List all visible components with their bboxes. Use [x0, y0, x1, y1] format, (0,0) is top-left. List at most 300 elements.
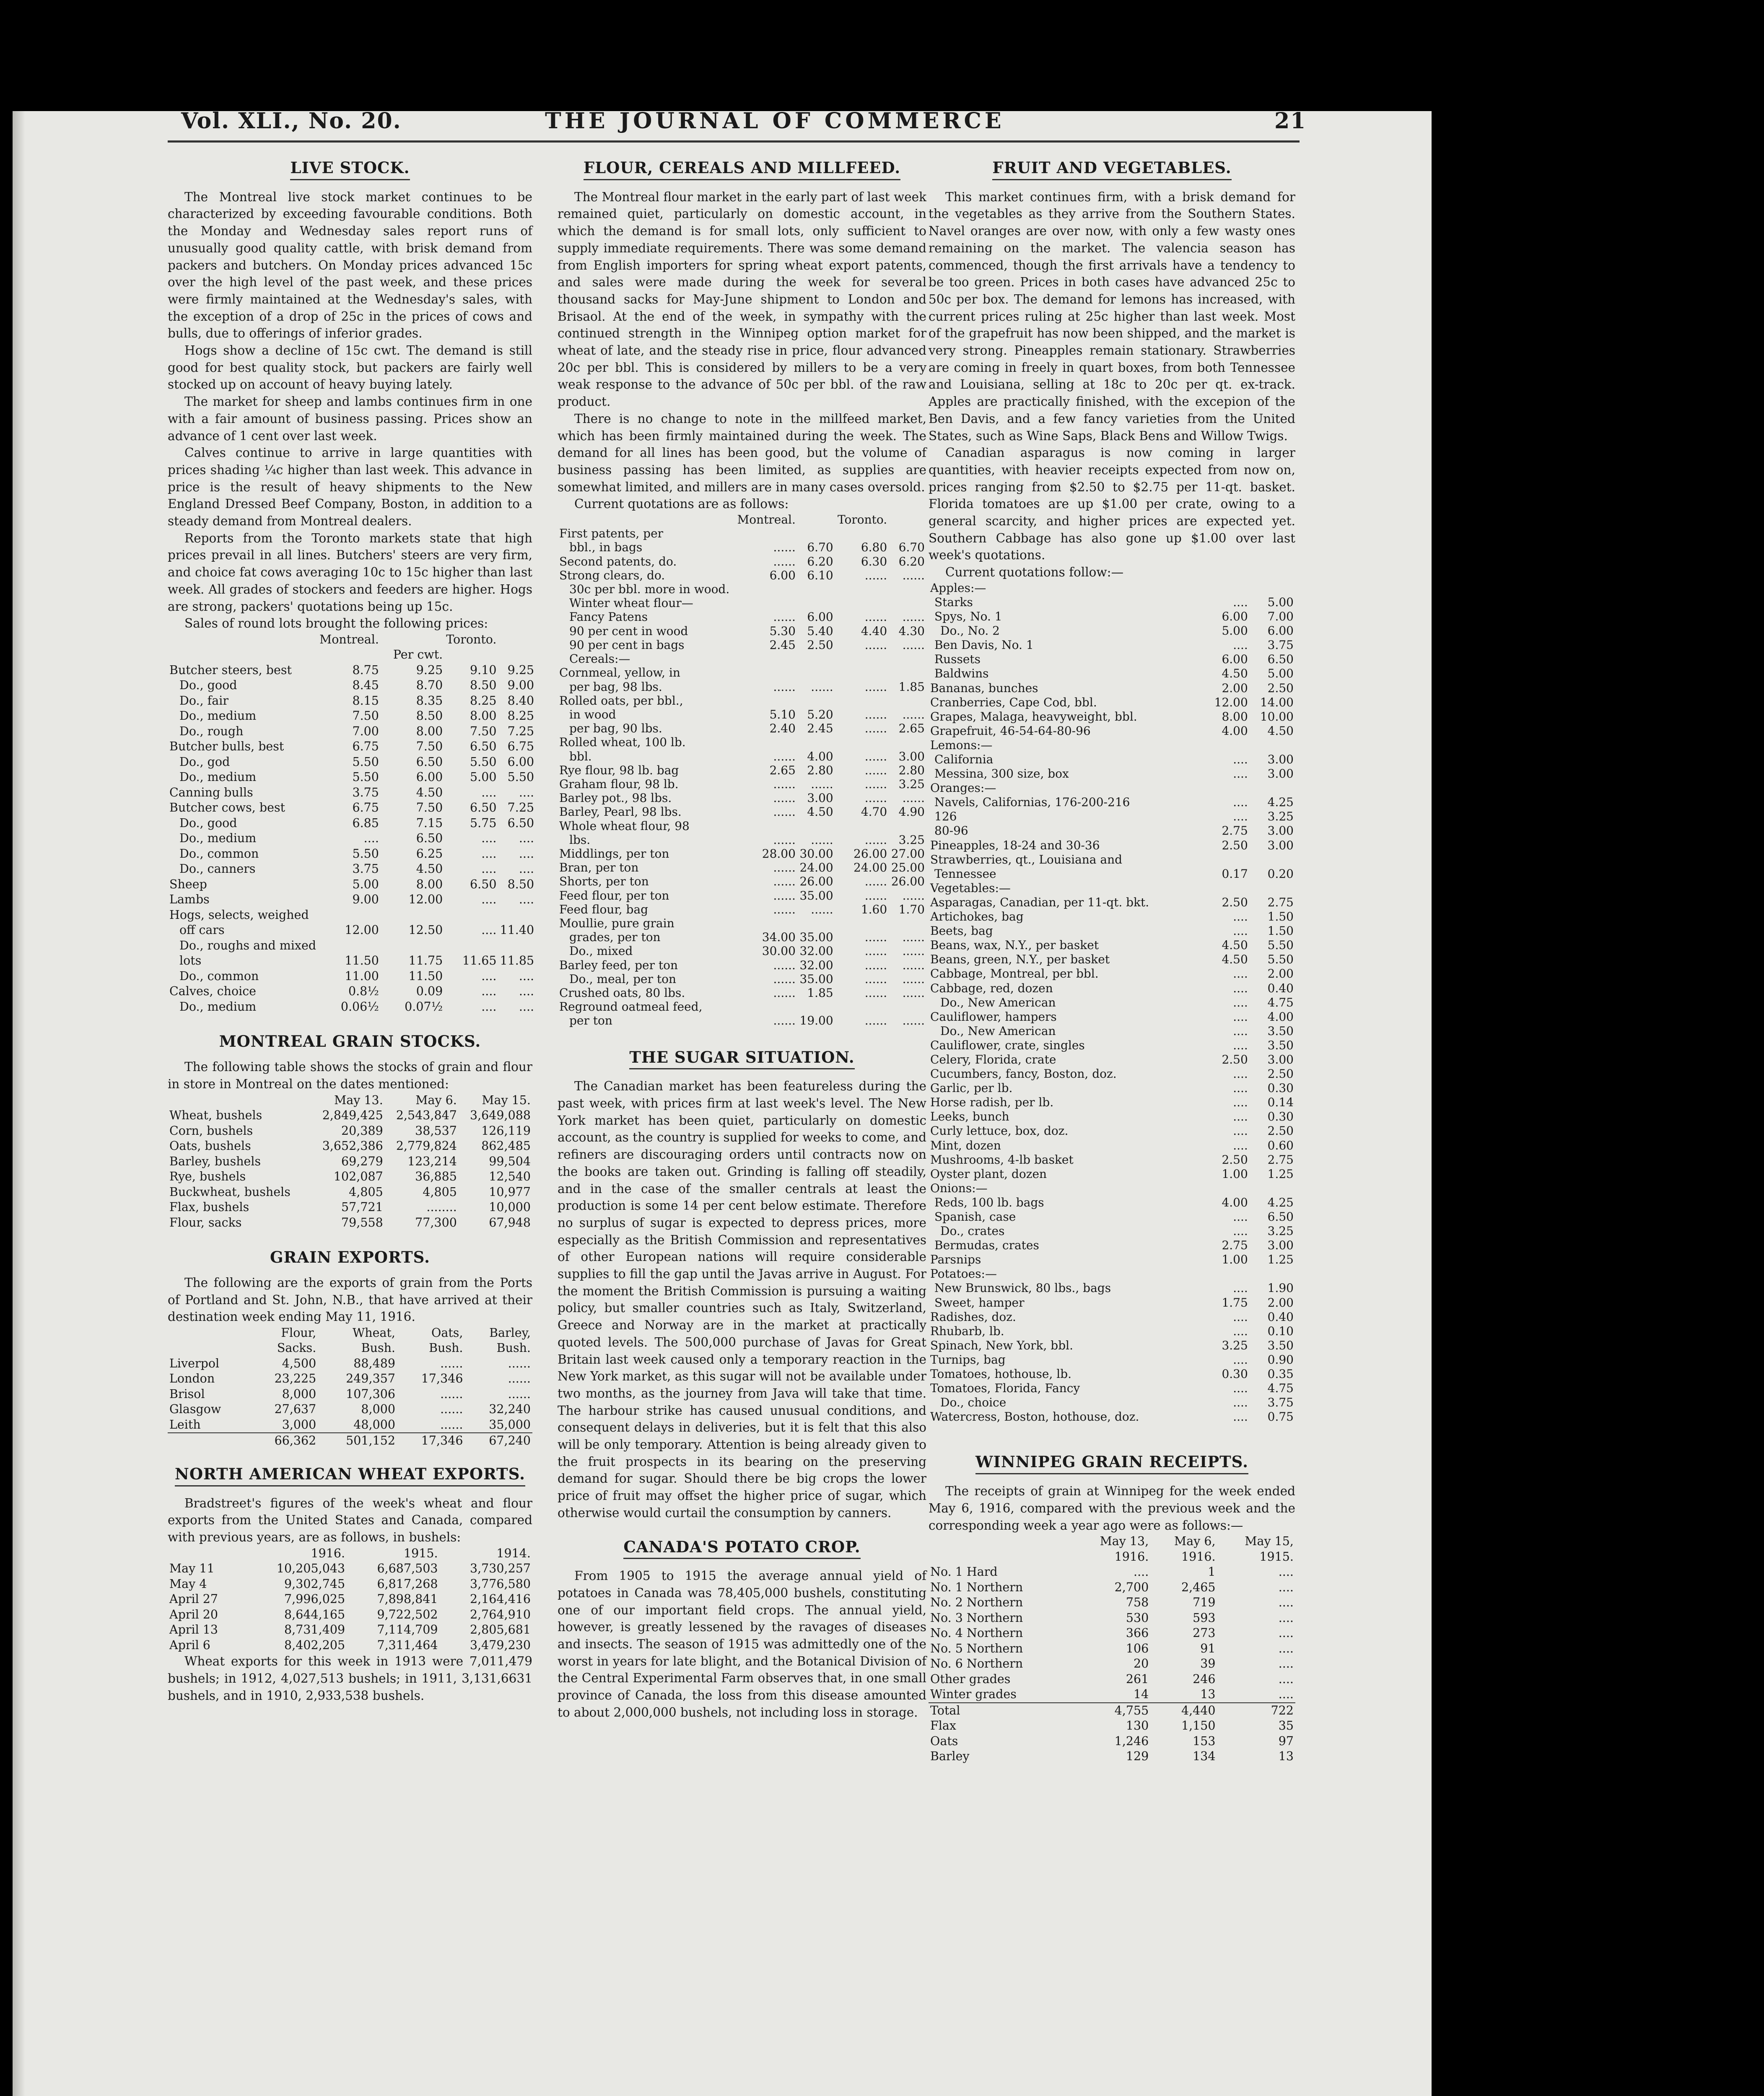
cell-value: 0.09	[416, 984, 443, 999]
cell-value: ....	[1233, 995, 1248, 1009]
cell-value: ......	[864, 833, 887, 847]
row-label: Strawberries, qt., Louisiana and	[930, 852, 1123, 866]
row-label: Butcher cows, best	[169, 801, 285, 815]
cell-value	[889, 582, 926, 596]
row-label: No. 3 Northern	[930, 1611, 1023, 1625]
cell-value: 19.00	[799, 1014, 833, 1028]
cell-value: 4.00	[1222, 1195, 1248, 1209]
column-header	[381, 632, 444, 648]
table-row	[929, 910, 1295, 924]
table-row	[558, 805, 926, 819]
cell-value: 3.00	[1267, 767, 1294, 781]
row-label: Do., common	[179, 846, 259, 861]
cell-value: ....	[481, 785, 497, 799]
journal-title: THE JOURNAL OF COMMERCE	[545, 108, 1005, 134]
row-label: Apples:—	[930, 581, 986, 595]
cell-value: ....	[481, 984, 497, 999]
cell-value: ....	[1278, 1565, 1294, 1579]
row-label: Russets	[934, 652, 981, 667]
table-row	[558, 944, 926, 958]
row-label: Artichokes, bag	[930, 910, 1024, 924]
cell-value: 130	[1126, 1719, 1149, 1733]
row-label: Do., crates	[940, 1224, 1005, 1238]
row-label: Winter wheat flour—	[569, 596, 693, 610]
cell-value: 12,540	[489, 1170, 531, 1184]
cell-value	[1250, 781, 1295, 795]
cell-value: ......	[864, 958, 887, 972]
cell-value	[734, 596, 797, 610]
table-row	[168, 1356, 532, 1372]
cell-value: 57,721	[341, 1200, 383, 1214]
cell-value: 26.00	[853, 846, 887, 861]
table-row	[168, 984, 536, 999]
cell-value: 0.17	[1222, 866, 1248, 881]
table-row	[558, 610, 926, 624]
cell-value: ....	[1278, 1687, 1294, 1702]
cell-value	[835, 735, 889, 749]
cell-value: 6.20	[898, 554, 925, 568]
section-title: MONTREAL GRAIN STOCKS.	[219, 1032, 481, 1051]
cell-value: 6.75	[352, 739, 379, 754]
cell-value: 4,805	[349, 1185, 383, 1199]
cell-value: 8.50	[416, 709, 443, 723]
table-row	[168, 861, 536, 877]
column-header	[558, 513, 734, 527]
header-rule	[168, 140, 1300, 143]
cell-value: 2,764,910	[470, 1607, 531, 1621]
cell-value: 3.75	[352, 862, 379, 876]
cell-value	[889, 596, 926, 610]
row-label: May 4	[169, 1577, 207, 1591]
cell-value: 249,357	[346, 1372, 395, 1386]
cell-value: 3.25	[898, 833, 925, 847]
cell-value	[444, 908, 498, 923]
cell-value	[1204, 1267, 1250, 1281]
table-row	[168, 739, 536, 755]
column-header	[929, 1549, 1072, 1565]
row-label: Wheat, bushels	[169, 1108, 262, 1123]
table-row	[929, 881, 1295, 895]
cell-value: 3,649,088	[470, 1108, 531, 1123]
cell-value: 5.10	[769, 707, 796, 721]
cell-value: 7.50	[470, 724, 497, 738]
column-header: Barley,	[489, 1326, 531, 1340]
cell-value: 11.50	[408, 969, 443, 983]
row-label: Corn, bushels	[169, 1123, 253, 1138]
table-row	[168, 1108, 532, 1123]
cell-value: ....	[519, 999, 534, 1014]
cell-value: 2,164,416	[470, 1592, 531, 1606]
cell-value: 6.50	[470, 801, 497, 815]
table-row	[168, 678, 536, 693]
cell-value: 0.60	[1267, 1138, 1294, 1152]
cell-value: ......	[864, 972, 887, 986]
cell-value: ......	[902, 707, 925, 721]
section-title: WINNIPEG GRAIN RECEIPTS.	[929, 1453, 1295, 1474]
section-title: NORTH AMERICAN WHEAT EXPORTS.	[168, 1466, 532, 1486]
cell-value: 6.50	[1267, 652, 1294, 667]
paragraph: Canadian asparagus is now coming in larger quantities, with heavier receipts expected from now on, prices ranging from $2.50 to $2.75 per 11-qt. basket. Florida tomatoes are up $1.00 per crate, owing to a general scarcity, and higher prices are expected yet. Southern Cabbage has also gone up $1.00 over last week's quotations.	[929, 446, 1295, 563]
cell-value: 27.00	[891, 846, 925, 861]
table-row	[929, 595, 1295, 610]
cell-value: 5.50	[352, 755, 379, 769]
table-row	[929, 938, 1295, 952]
table-row	[168, 693, 536, 709]
table-row	[168, 1169, 532, 1185]
cell-value	[1250, 1267, 1295, 1281]
cell-value: 7.50	[352, 709, 379, 723]
cell-value	[1250, 738, 1295, 752]
table-row	[929, 681, 1295, 695]
cell-value: ......	[864, 777, 887, 791]
table-row	[168, 923, 536, 938]
row-label: New Brunswick, 80 lbs., bags	[934, 1281, 1111, 1295]
paragraph: Hogs show a decline of 15c cwt. The demand is still good for best quality stock, but packers are fairly well stocked up on account of heavy buying lately.	[168, 343, 532, 392]
table-row	[168, 1139, 532, 1154]
cell-value: 3,652,386	[322, 1139, 383, 1153]
paragraph: Current quotations follow:—	[945, 565, 1124, 580]
table-row	[929, 1067, 1295, 1081]
row-label: Oyster plant, dozen	[930, 1167, 1047, 1181]
row-label: Do., fair	[179, 693, 228, 708]
cell-value: 719	[1193, 1595, 1216, 1610]
table-row	[168, 999, 536, 1015]
row-label: per bag, 90 lbs.	[569, 721, 662, 736]
cell-value: 246	[1193, 1672, 1216, 1686]
cell-value: 2.75	[1267, 1152, 1294, 1167]
cell-value: 6.30	[861, 554, 887, 568]
row-label: Canning bulls	[169, 785, 253, 799]
column-header: May 13.	[334, 1093, 383, 1107]
row-label: Do., New American	[940, 1024, 1056, 1038]
cell-value: 8.25	[507, 709, 534, 723]
cell-value: 8,000	[361, 1402, 395, 1416]
paragraph: Reports from the Toronto markets state that high prices prevail in all lines. Butchers' steers are very firm, and choice fat cows averaging 10c to 15c higher than last week. All grades of stockers and feeders are higher. Hogs are strong, packers' quotations being up 15c.	[168, 531, 532, 614]
cell-value: ....	[1134, 1565, 1149, 1579]
table-row	[558, 735, 926, 749]
cell-value: ......	[773, 986, 796, 1000]
cell-value: 79,558	[341, 1215, 383, 1230]
paragraph: Calves continue to arrive in large quantities with prices shading ¼c higher than last week. This advance in price is the result of heavy shipments to the New England Dressed Beef Company, Boston, in addition to a steady demand from Montreal dealers.	[168, 446, 532, 529]
cell-value: 6.00	[807, 610, 833, 624]
cell-value: 8.35	[416, 693, 443, 708]
row-label: Messina, 300 size, box	[934, 767, 1069, 781]
table-row	[929, 695, 1295, 710]
cell-value	[381, 938, 444, 954]
cell-value	[1204, 853, 1250, 867]
cell-value	[1204, 581, 1250, 595]
cell-value	[1204, 781, 1250, 795]
table-row	[168, 1123, 532, 1139]
row-label: No. 4 Northern	[930, 1626, 1023, 1640]
cell-value: ....	[1233, 1381, 1248, 1396]
flour-table	[558, 513, 926, 1028]
cell-value: 123,214	[407, 1154, 457, 1168]
table-row	[929, 1224, 1295, 1238]
cell-value: 4.00	[1222, 724, 1248, 738]
cell-value: 5.50	[507, 770, 534, 784]
row-label: Beans, wax, N.Y., per basket	[930, 938, 1099, 952]
cell-value: 2,465	[1181, 1580, 1216, 1594]
column-header: 1914.	[496, 1546, 531, 1560]
cell-value: ......	[773, 1014, 796, 1028]
cell-value: 2,849,425	[322, 1108, 383, 1123]
row-label: Buckwheat, bushels	[169, 1185, 291, 1199]
row-label: Do., choice	[940, 1396, 1007, 1410]
total-row	[168, 1433, 532, 1449]
cell-value: 2.50	[1222, 895, 1248, 909]
cell-value: 5.40	[807, 624, 833, 638]
cell-value: ......	[902, 1014, 925, 1028]
row-label: Hogs, selects, weighed	[169, 908, 309, 922]
table-row	[929, 1410, 1295, 1424]
row-label: Calves, choice	[169, 984, 257, 999]
sugar-text	[558, 1078, 926, 1521]
cell-value: 6.20	[807, 554, 833, 568]
cell-value: 593	[1193, 1611, 1216, 1625]
cell-value: 8.00	[470, 709, 497, 723]
paragraph: The Montreal live stock market continues to be characterized by exceeding favourable conditions. Both the Monday and Wednesday sales report runs of unusually good quality cattle, with brisk demand from packers and butchers. On Monday prices advanced 15c over the high level of the past week, and these prices were firmly maintained at the Wednesday's sales, with the exception of a drop of 25c in the prices of cows and bulls, due to offerings of inferior grades.	[168, 189, 532, 341]
cell-value: ....	[1233, 1124, 1248, 1138]
cell-value	[498, 938, 536, 954]
section-intro: The following are the exports of grain from the Ports of Portland and St. John, N.B., that have arrived at their destination week ending May 11, 1916.	[168, 1275, 532, 1324]
cell-value: ....	[1233, 981, 1248, 995]
potato-text	[558, 1567, 926, 1721]
cell-value: ....	[481, 862, 497, 876]
table-row	[558, 958, 926, 972]
column-left	[168, 151, 532, 1704]
cell-value: 7,898,841	[377, 1592, 438, 1606]
cell-value: ......	[508, 1372, 531, 1386]
table-row	[168, 1622, 532, 1638]
row-label: Spanish, case	[934, 1210, 1016, 1224]
table-row	[929, 1038, 1295, 1053]
row-label: Shorts, per ton	[559, 874, 649, 889]
table-row	[558, 582, 926, 596]
cell-value: 91	[1200, 1641, 1216, 1655]
row-label: per bag, 98 lbs.	[569, 680, 662, 694]
cell-value: 1.90	[1267, 1281, 1294, 1295]
cell-value: 11.75	[408, 954, 443, 968]
cell-value: 4.75	[1267, 1381, 1294, 1396]
column-header: 1916.	[1114, 1549, 1149, 1564]
cell-value: ....	[1233, 967, 1248, 981]
cell-value	[1250, 853, 1295, 867]
cell-value: 2.40	[769, 721, 796, 736]
cell-value: 3.25	[1222, 1338, 1248, 1352]
column-header: May 15.	[482, 1093, 531, 1107]
table-row	[558, 916, 926, 930]
cell-value: 3,730,257	[470, 1562, 531, 1576]
column-header: Montreal.	[737, 513, 796, 527]
cell-value: 39	[1200, 1657, 1216, 1671]
row-label: Do., god	[179, 755, 230, 769]
row-label: First patents, per	[559, 527, 664, 541]
cell-value: 5.50	[1267, 938, 1294, 952]
cell-value	[797, 694, 835, 708]
cell-value: 8.40	[507, 693, 534, 708]
cell-value: 1,150	[1181, 1719, 1216, 1733]
row-label: 30c per bbl. more in wood.	[569, 582, 730, 597]
cell-value	[797, 666, 835, 680]
cell-value: 3,479,230	[470, 1638, 531, 1652]
column-header	[168, 1326, 250, 1341]
cell-value: 3.50	[1267, 1338, 1294, 1352]
cell-value: ....	[1278, 1595, 1294, 1610]
cell-value: 7.15	[416, 816, 443, 830]
cell-value	[889, 527, 926, 540]
cell-value: ....	[481, 892, 497, 907]
row-label: Mint, dozen	[930, 1138, 1001, 1152]
table-row	[929, 1167, 1295, 1181]
cell-value: ......	[902, 944, 925, 958]
row-label: Sweet, hamper	[934, 1295, 1025, 1310]
cell-value: ....	[519, 969, 534, 983]
table-row	[929, 724, 1295, 738]
cell-value: 23,225	[274, 1372, 316, 1386]
table-header-row	[168, 632, 536, 648]
grain-stocks-table	[168, 1093, 532, 1231]
row-label: Celery, Florida, crate	[930, 1052, 1056, 1066]
table-row	[929, 795, 1295, 809]
cell-value: 8.15	[352, 693, 379, 708]
table-row	[558, 555, 926, 568]
column-header: 1916.	[311, 1546, 345, 1560]
cell-value: ......	[773, 972, 796, 986]
row-label: Other grades	[930, 1672, 1011, 1686]
cell-value: 5.00	[1222, 624, 1248, 638]
cell-value: 11.50	[345, 954, 379, 968]
row-label: Butcher bulls, best	[169, 739, 284, 754]
row-label: Barley pot., 98 lbs.	[559, 791, 672, 805]
cell-value: 6,817,268	[377, 1577, 438, 1591]
cell-value: 2.50	[1267, 681, 1294, 695]
cell-value	[318, 908, 381, 923]
cell-value: 7.50	[416, 739, 443, 754]
cell-value: ....	[519, 984, 534, 999]
cell-value: 5.75	[470, 816, 497, 830]
cell-value: 4,755	[1072, 1703, 1150, 1719]
cell-value: ....	[1278, 1580, 1294, 1594]
fruit-table	[929, 581, 1295, 1424]
table-row	[558, 680, 926, 694]
column-middle	[558, 151, 926, 1721]
row-label: Reds, 100 lb. bags	[934, 1195, 1044, 1209]
cell-value: ......	[773, 805, 796, 819]
table-row	[168, 785, 536, 801]
cell-value	[835, 819, 889, 833]
row-label: per ton	[569, 1014, 612, 1028]
cell-value	[835, 916, 889, 930]
total-value: 17,346	[397, 1433, 465, 1449]
flour-text	[558, 189, 926, 513]
row-label: bbl.	[569, 749, 592, 763]
table-row	[929, 1110, 1295, 1124]
paragraph: From 1905 to 1915 the average annual yield of potatoes in Canada was 78,405,000 bushels, constituting one of our important field crops. The annual yield, however, is greatly lessened by the ravages of diseases and insects. The season of 1915 was admittedly one of the worst in years for late blight, and the Botanical Division of the Central Experimental Farm observes that, in one small province of Canada, the loss from this disease amounted to about 2,000,000 bushels, not including loss in storage.	[558, 1569, 926, 1720]
cell-value: 32.00	[799, 958, 833, 972]
table-row	[168, 800, 536, 816]
cell-value: ......	[864, 721, 887, 736]
table-row	[929, 1749, 1295, 1764]
cell-value	[797, 652, 835, 666]
paragraph: There is no change to note in the millfeed market, which has been firmly maintained during the week. The demand for all lines has been good, but the volume of business passing has been limited, as supplies are somewhat limited, and millers are in many cases oversold.	[558, 411, 926, 494]
column-header	[168, 1546, 243, 1562]
cell-value: 4,500	[282, 1356, 316, 1370]
table-row	[168, 1638, 532, 1653]
cell-value: ....	[1233, 595, 1248, 609]
row-label: Watercress, Boston, hothouse, doz.	[930, 1410, 1139, 1424]
row-label: Cornmeal, yellow, in	[559, 666, 680, 680]
cell-value	[889, 1000, 926, 1014]
row-label: Vegetables:—	[930, 881, 1011, 895]
cell-value: 35.00	[799, 972, 833, 986]
cell-value: 0.75	[1267, 1410, 1294, 1424]
cell-value: 8,644,165	[284, 1607, 345, 1621]
cell-value: 2,543,847	[396, 1108, 457, 1123]
cell-value: 2,805,681	[470, 1623, 531, 1637]
table-row	[929, 1095, 1295, 1110]
row-label: No. 5 Northern	[930, 1641, 1023, 1655]
cell-value: 12.00	[408, 892, 443, 907]
cell-value: ....	[1233, 795, 1248, 809]
table-row	[929, 1611, 1295, 1626]
row-label: Navels, Californias, 176-200-216	[934, 795, 1130, 809]
table-row	[168, 892, 536, 908]
cell-value: 0.8½	[348, 984, 379, 999]
cell-value: ......	[773, 833, 796, 847]
cell-value: ......	[864, 986, 887, 1000]
row-label: Do., roughs and mixed	[179, 938, 316, 952]
cell-value	[835, 1000, 889, 1014]
row-label: 126	[934, 809, 957, 824]
total-value: 67,240	[464, 1433, 532, 1449]
table-row	[558, 819, 926, 833]
cell-value: 48,000	[353, 1417, 395, 1432]
cell-value: 30.00	[762, 944, 796, 958]
section-title: LIVE STOCK.	[168, 159, 532, 180]
cell-value: 34.00	[762, 930, 796, 944]
row-label: Bananas, bunches	[930, 681, 1038, 695]
cell-value: 4.25	[1267, 1195, 1294, 1209]
row-label: Do., mixed	[569, 944, 633, 958]
cell-value: ......	[773, 958, 796, 972]
column-header: May 13,	[1100, 1534, 1149, 1549]
row-label: Oranges:—	[930, 781, 996, 795]
cell-value: 13	[1278, 1749, 1294, 1764]
cell-value: ......	[773, 861, 796, 875]
cell-value	[835, 582, 889, 596]
cell-value: ......	[773, 791, 796, 805]
grain-exports-section	[168, 1249, 532, 1449]
cell-value: 13	[1200, 1687, 1216, 1702]
cell-value: 8.00	[416, 724, 443, 738]
cell-value: 1.50	[1267, 924, 1294, 938]
cell-value: 27,637	[274, 1402, 316, 1416]
fruit-text	[929, 189, 1295, 581]
cell-value: 0.30	[1222, 1367, 1248, 1381]
cell-value: 2.00	[1267, 1295, 1294, 1310]
table-caption: Per cwt.	[393, 648, 443, 662]
cell-value: 6.75	[352, 801, 379, 815]
cell-value: 25.00	[891, 861, 925, 875]
row-label: Leith	[169, 1417, 201, 1432]
column-header	[929, 1534, 1072, 1549]
table-row	[168, 1387, 532, 1402]
row-label: Onions:—	[930, 1181, 988, 1195]
grain-stocks-section	[168, 1033, 532, 1230]
cell-value: ......	[811, 680, 833, 694]
cell-value: 1.85	[807, 986, 833, 1000]
